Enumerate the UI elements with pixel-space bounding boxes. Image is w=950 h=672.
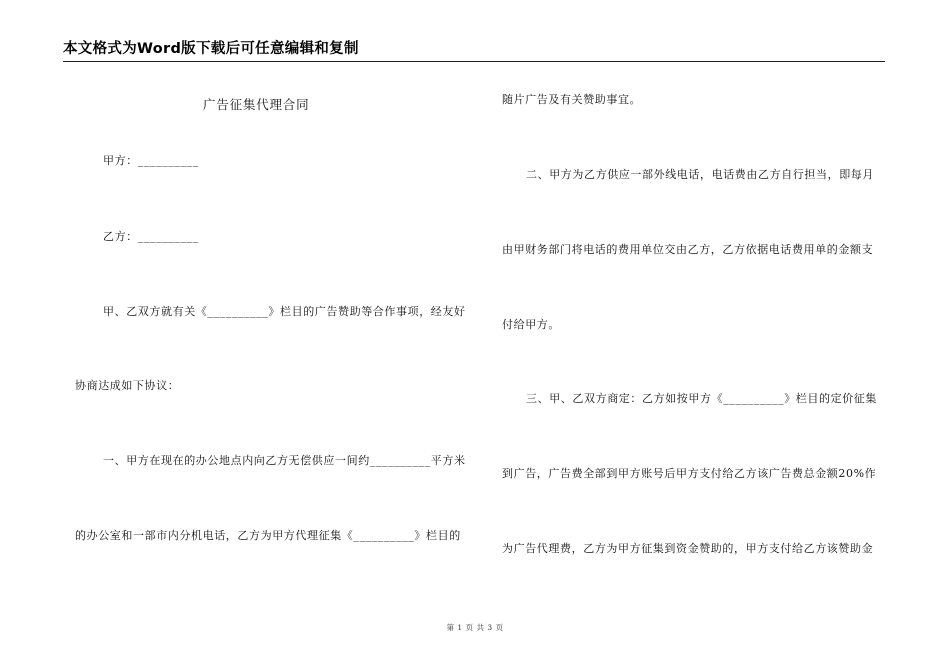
- paragraph-line: 付给甲方。: [502, 318, 560, 331]
- paragraph-line: 到广告，广告费全部到甲方账号后甲方支付给乙方该广告费总金额20%作: [502, 467, 877, 480]
- right-column: [500, 0, 890, 640]
- party-a-line: 甲方：__________: [103, 154, 199, 167]
- paragraph-line: 随片广告及有关赞助事宜。: [502, 93, 642, 106]
- left-column: [73, 0, 468, 640]
- paragraph-line: 一、甲方在现在的办公地点内向乙方无偿供应一间约__________平方米: [103, 454, 466, 467]
- header-banner-text: 本文格式为Word版下载后可任意编辑和复制: [63, 41, 359, 57]
- document-title: 广告征集代理合同: [203, 97, 310, 112]
- paragraph-line: 二、甲方为乙方供应一部外线电话，电话费由乙方自行担当，即每月: [526, 168, 874, 181]
- paragraph-line: 协商达成如下协议：: [75, 379, 180, 392]
- paragraph-line: 的办公室和一部市内分机电话，乙方为甲方代理征集《__________》栏目的: [75, 529, 461, 542]
- page-number: 第 1 页 共 3 页: [446, 623, 504, 632]
- paragraph-line: 为广告代理费，乙方为甲方征集到资金赞助的，甲方支付给乙方该赞助金: [502, 542, 874, 555]
- party-b-line: 乙方：__________: [103, 230, 199, 243]
- paragraph-line: 三、甲、乙双方商定：乙方如按甲方《__________》栏目的定价征集: [526, 392, 877, 405]
- paragraph-line: 甲、乙双方就有关《__________》栏目的广告赞助等合作事项，经友好: [103, 305, 466, 318]
- paragraph-line: 由甲财务部门将电话的费用单位交由乙方，乙方依据电话费用单的金额支: [502, 243, 874, 256]
